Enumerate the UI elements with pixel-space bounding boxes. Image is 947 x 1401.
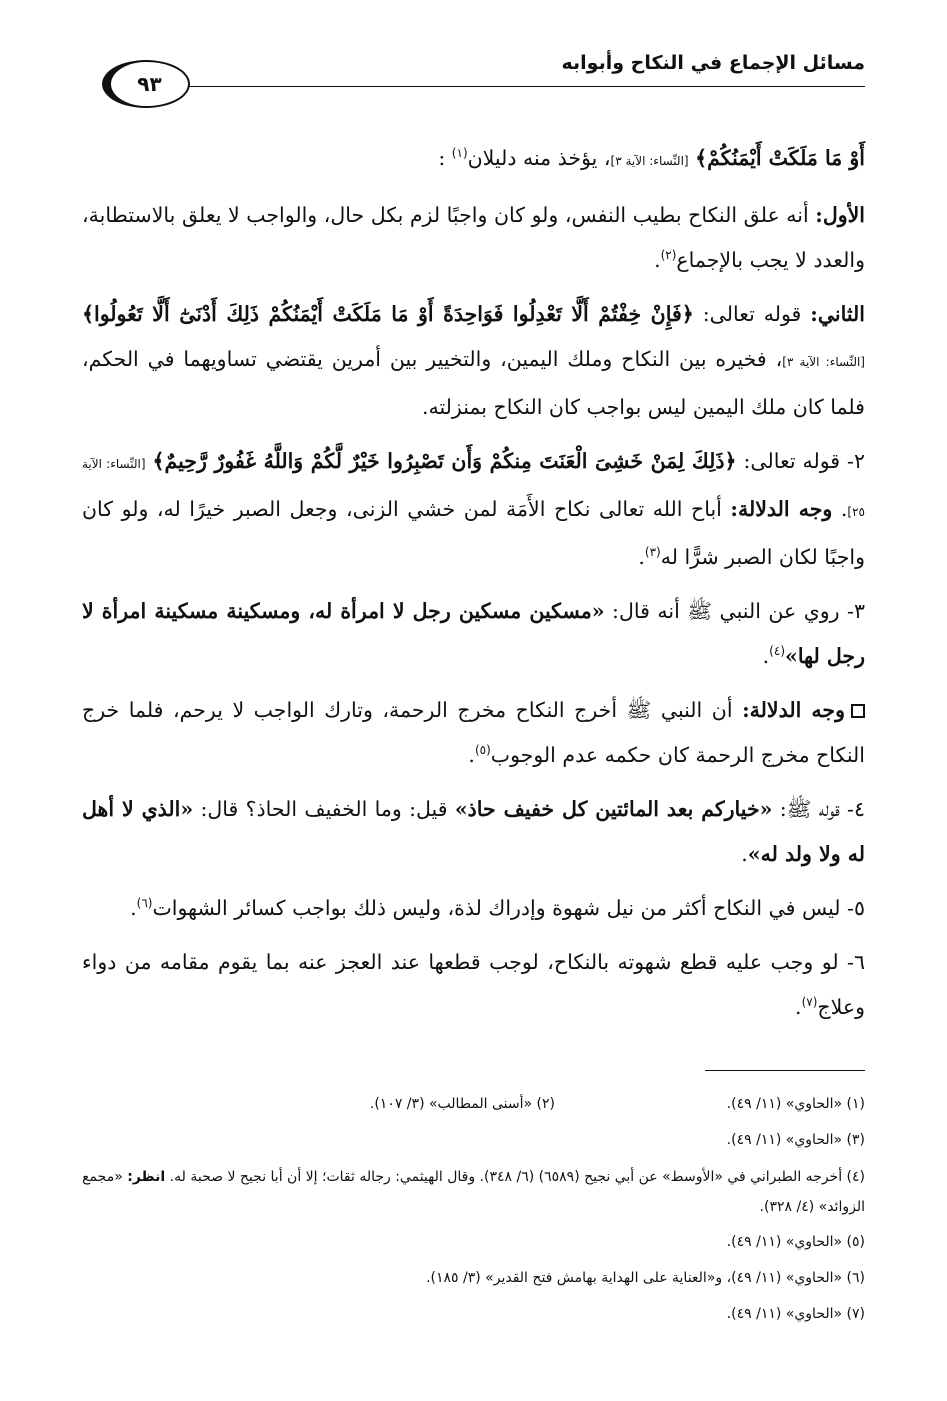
footnote-6: (٦) «الحاوي» (١١/ ٤٩)، و«العناية على الهداية بهامش فتح القدير» (٣/ ١٨٥). xyxy=(426,1270,865,1286)
paragraph-4: ٢- قوله تعالى: ﴿ذَلِكَ لِمَنْ خَشِىَ الْعَنَتَ مِنكُمْ وَأَن تَصْبِرُوا خَيْرٌ لَّكُمْ وَاللَّهُ غَفُورٌ رَّحِيمٌ﴾ [النِّساء: الآية ٢٥]. وجه الدلالة: أباح الله تعالى نكاح الأَمَة لمن خشي الزنى، وجعل الصبر خيرًا له، ولو كان واجبًا لكان الصبر شرًّا له$^{(٣)}$. xyxy=(82,449,865,569)
paragraph-text: ٦- لو وجب عليه قطع شهوته بالنكاح، لوجب قطعها عند العجز عنه بما يقوم مقامه من دواء وعلاج xyxy=(82,950,865,1019)
square-bullet-icon xyxy=(851,704,865,718)
punctuation: . xyxy=(741,842,748,866)
page-number: ٩٣ xyxy=(137,72,162,96)
paragraph-text: ٥- ليس في النكاح أكثر من نيل شهوة وإدراك لذة، وليس ذلك بواجب كسائر الشهوات xyxy=(152,896,865,920)
punctuation: . xyxy=(654,248,661,272)
page-number-badge xyxy=(102,60,190,108)
main-text xyxy=(82,136,865,1039)
paragraph-text: ٤- قوله ﷺ: xyxy=(772,797,866,821)
point-label: الثاني: xyxy=(810,302,865,326)
paragraph-3 xyxy=(82,292,865,430)
quran-verse: ﴿ذَلِكَ لِمَنْ خَشِىَ الْعَنَتَ مِنكُمْ وَأَن تَصْبِرُوا خَيْرٌ لَّكُمْ وَاللَّهُ غَفُورٌ رَّحِيمٌ﴾ xyxy=(152,449,737,473)
punctuation: . xyxy=(130,896,137,920)
quran-verse: أَوْ مَا مَلَكَتْ أَيْمَنُكُمْ﴾ xyxy=(695,146,865,170)
header-rule xyxy=(160,86,865,87)
footnote-2: (٢) «أسنى المطالب» (٣/ ١٠٧). xyxy=(369,1096,555,1112)
verse-reference: [النِّساء: الآية ٣] xyxy=(782,355,865,369)
footnote-marker[interactable]: (٦) xyxy=(136,896,153,911)
paragraph-9 xyxy=(82,940,865,1030)
verse-reference: [النِّساء: الآية ٣] xyxy=(610,154,689,168)
footnote-marker[interactable]: (٢) xyxy=(660,248,677,263)
paragraph-text: قيل: وما الخفيف الحاذ؟ قال: xyxy=(193,797,455,821)
footnote-marker[interactable]: (٤) xyxy=(769,644,785,659)
paragraph-1 xyxy=(82,136,865,184)
point-label: وجه الدلالة: xyxy=(730,497,833,521)
punctuation: . xyxy=(762,644,770,668)
hadith-text: «مسكين مسكين رجل لا امرأة له، ومسكينة مسكينة امرأة لا رجل لها» xyxy=(82,599,865,668)
punctuation: . xyxy=(468,743,475,767)
paragraph-text: أنه علق النكاح بطيب النفس، ولو كان واجبًا لزم بكل حال، والواجب لا يعلق بالاستطابة، والعدد لا يجب بالإجماع xyxy=(82,203,865,272)
punctuation: . xyxy=(795,995,802,1019)
footnote-1: (١) «الحاوي» (١١/ ٤٩). xyxy=(726,1096,865,1112)
footnote-marker[interactable]: (٧) xyxy=(801,995,818,1010)
footnotes xyxy=(82,1086,865,1332)
running-title: مسائل الإجماع في النكاح وأبوابه xyxy=(561,52,865,74)
footnote-text: «مجمع الزوائد» (٤/ ٣٢٨). xyxy=(82,1169,865,1215)
footnote-marker[interactable]: (٥) xyxy=(474,743,491,758)
footnote-marker[interactable]: (٣) xyxy=(644,545,661,560)
paragraph-text: أباح الله تعالى نكاح الأَمَة لمن خشي الزنى، وجعل الصبر خيرًا له، ولو كان واجبًا لكان الصبر شرًّا له xyxy=(82,497,865,569)
footnote-4 xyxy=(82,1158,865,1224)
footnote-7: (٧) «الحاوي» (١١/ ٤٩). xyxy=(726,1306,865,1322)
paragraph-7 xyxy=(82,787,865,877)
footnote-label: انظر: xyxy=(127,1169,166,1185)
paragraph-2 xyxy=(82,193,865,283)
hadith-text: «خياركم بعد المائتين كل خفيف حاذ» xyxy=(454,797,773,821)
point-label: وجه الدلالة: xyxy=(742,698,845,722)
verse-reference: [النِّساء: الآية ٢٥] xyxy=(82,457,865,519)
paragraph-text: أن النبي ﷺ أخرج النكاح مخرج الرحمة، وتارك الواجب لا يرحم، فلما خرج النكاح مخرج الرحمة كان حكمه عدم الوجوب xyxy=(82,698,865,767)
hadith-answer: «الذي لا أهل له ولا ولد له» xyxy=(82,797,865,866)
point-label: الأول: xyxy=(815,203,865,227)
paragraph-text: ، يؤخذ منه دليلان xyxy=(467,146,611,170)
paragraph-text: ٢- قوله تعالى: xyxy=(736,449,865,473)
paragraph-6 xyxy=(82,688,865,778)
paragraph-text: قوله تعالى: xyxy=(693,302,811,326)
footnote-text: (٤) أخرجه الطبراني في «الأوسط» عن أبي نجيح (٦٥٨٩) (٦/ ٣٤٨). وقال الهيثمي: رجاله ثقات؛ إلا أن أبا نجيح لا صحبة له. xyxy=(165,1169,865,1185)
footnote-row xyxy=(82,1086,865,1122)
punctuation: . xyxy=(638,545,645,569)
footnote-5: (٥) «الحاوي» (١١/ ٤٩). xyxy=(726,1234,865,1250)
punctuation: : xyxy=(438,146,446,170)
paragraph-text: ٣- روي عن النبي ﷺ أنه قال: xyxy=(604,599,865,623)
quran-verse: ﴿فَإِنْ خِفْتُمْ أَلَّا تَعْدِلُوا فَوَاحِدَةً أَوْ مَا مَلَكَتْ أَيْمَنُكُمْ ذَلِكَ أَدْنَىٰٓ أَلَّا تَعُولُوا﴾ xyxy=(82,302,694,326)
footnote-marker[interactable]: (١) xyxy=(451,146,468,161)
footnote-3: (٣) «الحاوي» (١١/ ٤٩). xyxy=(726,1132,865,1148)
paragraph-8 xyxy=(82,886,865,931)
paragraph-text: ، فخيره بين النكاح وملك اليمين، والتخيير بين أمرين يقتضي تساويهما في الحكم، فلما كان ملك اليمين ليس بواجب كان النكاح بمنزلته. xyxy=(82,347,865,419)
paragraph-5 xyxy=(82,589,865,679)
footnote-separator xyxy=(705,1070,865,1071)
